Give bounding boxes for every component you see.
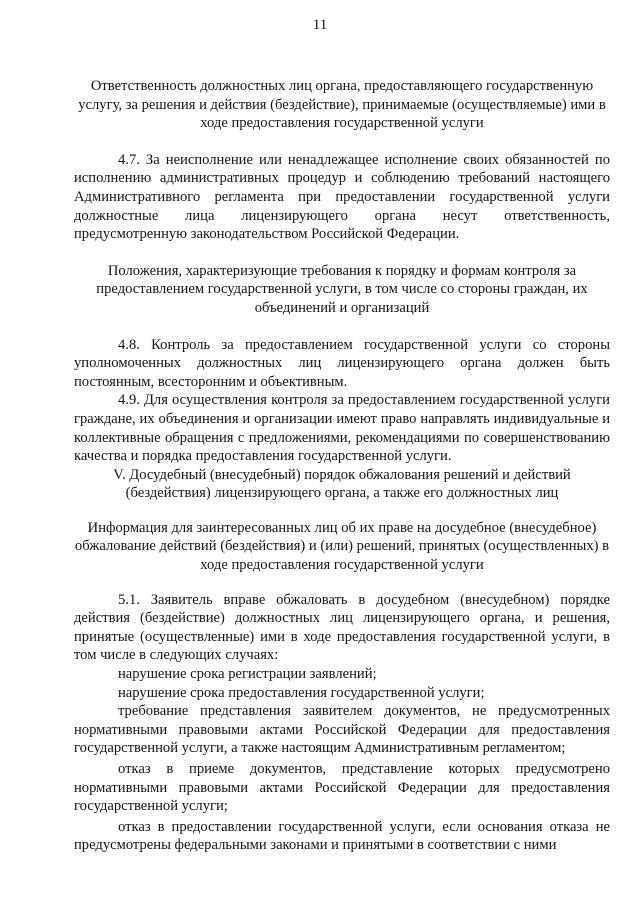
list-item: требование представления заявителем документов, не предусмотренных нормативными правовыми актами Российской Федерации для предоставления государственной услуги, а также настоящим Административным регламентом; (74, 703, 610, 757)
list-item: отказ в приеме документов, представление которых предусмотрено нормативными правовыми актами Российской Федерации для предоставления государственной услуги; (74, 761, 610, 815)
paragraph-4-9: 4.9. Для осуществления контроля за предоставлением государственной услуги граждане, их объединения и организации имеют право направлять индивидуальные и коллективные обращения с предложениями, рекомендациями по совершенствованию качества и порядка предоставления государственной услуги. (74, 392, 610, 465)
heading-control: Положения, характеризующие требования к порядку и формам контроля за предоставлением государственной услуги, в том числе со стороны граждан, их объединений и организаций (96, 262, 588, 316)
heading-information: Информация для заинтересованных лиц об их праве на досудебное (внесудебное) обжалование действий (бездействия) и (или) решений, принятых (осуществленных) в ходе предоставления государственной услуги (74, 519, 610, 574)
section-v-title: V. Досудебный (внесудебный) порядок обжалования решений и действий (бездействия) лицензирующего органа, а также его должностных лиц (113, 466, 571, 502)
document-body (74, 77, 610, 855)
paragraph-4-8: 4.8. Контроль за предоставлением государственной услуги со стороны уполномоченных должностных лиц лицензирующего органа должен быть постоянным, всесторонним и объективным. (74, 336, 610, 390)
heading-responsibility: Ответственность должностных лиц органа, предоставляющего государственную услугу, за решения и действия (бездействие), принимаемые (осуществляемые) ими в ходе предоставления государственной услуги (78, 78, 606, 132)
page-number: 11 (312, 17, 328, 33)
cases-list (74, 665, 610, 855)
list-item: нарушение срока предоставления государственной услуги; (118, 684, 485, 701)
paragraph-4-7: 4.7. За неисполнение или ненадлежащее исполнение своих обязанностей по исполнению административных процедур и соблюдению требований настоящего Административного регламента при предоставлении государственной услуги должностные лица лицензирующего органа несут ответственность, предусмотренную законодательством Российской Федерации. (74, 151, 610, 243)
list-item: отказ в предоставлении государственной услуги, если основания отказа не предусмотрены федеральными законами и принятыми в соответствии с ними (74, 818, 610, 854)
list-item: нарушение срока регистрации заявлений; (118, 666, 377, 683)
paragraph-5-1: 5.1. Заявитель вправе обжаловать в досудебном (внесудебном) порядке действия (бездействие) должностных лиц лицензирующего органа, и решения, принятые (осуществленные) ими в ходе предоставления государственной услуги, в том числе в следующих случаях: (74, 591, 610, 664)
